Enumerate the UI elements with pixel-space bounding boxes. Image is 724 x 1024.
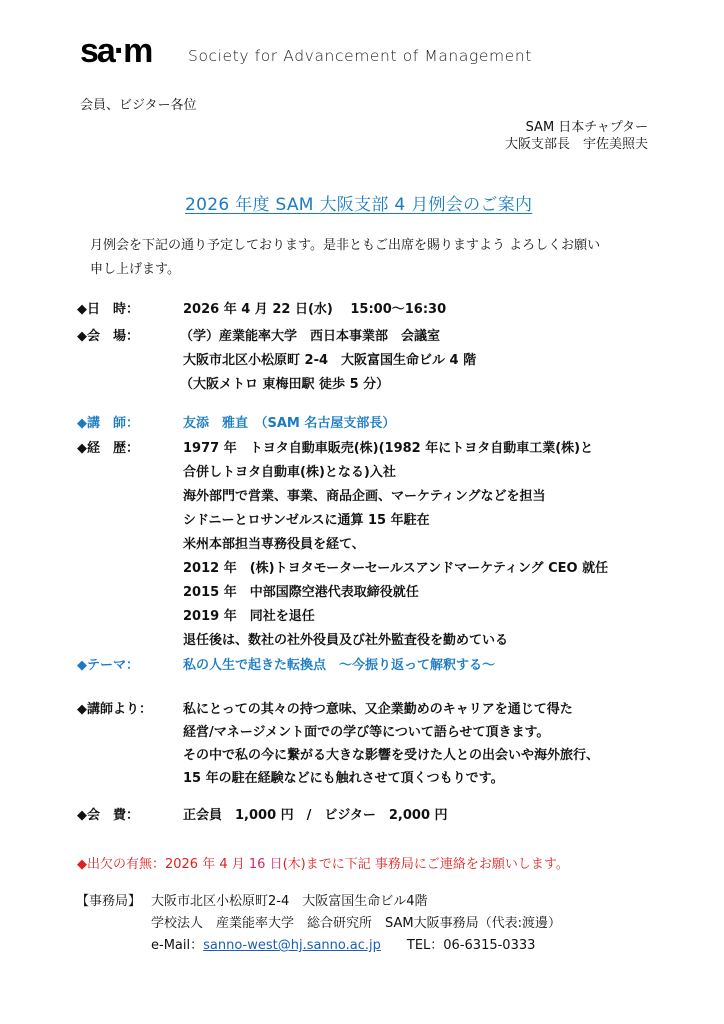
logo-mark: sa·m: [80, 32, 152, 70]
career-label: ◆経 歴：: [77, 441, 139, 456]
page-title: 2026 年度 SAM 大阪支部 4 月例会のご案内: [185, 195, 533, 215]
career-line: 退任後は、数社の社外役員及び社外監査役を勤めている: [183, 633, 509, 648]
rsvp-prefix: ◆出欠の有無：2026 年 4 月: [77, 857, 249, 872]
career-line: 1977 年 トヨタ自動車販売(株)(1982 年にトヨタ自動車工業(株)と: [183, 441, 594, 456]
message-label: ◆講師より：: [77, 702, 152, 717]
office-label: 【事務局】: [76, 894, 142, 909]
rsvp-notice: [77, 857, 569, 873]
sam-logo: [80, 32, 152, 70]
venue-line: （大阪メトロ 東梅田駅 徒歩 5 分）: [180, 377, 390, 392]
date-value: 2026 年 4 月 22 日(水) 15:00～16:30: [183, 302, 447, 317]
career-line: 合併しトヨタ自動車(株)となる)入社: [183, 465, 396, 480]
career-line: 2019 年 同社を退任: [183, 609, 315, 624]
email-link[interactable]: sanno-west@hj.sanno.ac.jp: [203, 938, 381, 953]
theme-label: ◆テーマ：: [77, 658, 139, 673]
logo-text: Society for Advancement of Management: [188, 47, 532, 65]
career-line: シドニーとロサンゼルスに通算 15 年駐在: [183, 513, 430, 528]
message-line: 15 年の駐在経験などにも触れさせて頂くつもりです。: [183, 771, 504, 786]
sender-org: SAM 日本チャプター: [525, 120, 648, 135]
email-label: e-Mail：: [151, 938, 204, 953]
addressee: 会員、ビジター各位: [80, 98, 197, 113]
fee-label: ◆会 費：: [77, 808, 139, 823]
office-contact: [151, 938, 535, 954]
speaker-value: 友添 雅直 （SAM 名古屋支部長）: [183, 416, 396, 431]
venue-line: 大阪市北区小松原町 2-4 大阪富国生命ビル 4 階: [183, 353, 477, 368]
career-line: 海外部門で営業、事業、商品企画、マーケティングなどを担当: [183, 489, 546, 504]
career-line: 2012 年 (株)トヨタモーターセールスアンドマーケティング CEO 就任: [183, 561, 609, 576]
fee-value: 正会員 1,000 円 / ビジター 2,000 円: [183, 808, 448, 823]
office-address: 大阪市北区小松原町2-4 大阪富国生命ビル4階: [151, 894, 428, 909]
venue-line: （学）産業能率大学 西日本事業部 会議室: [180, 329, 441, 344]
message-line: 経営/マネージメント面での学び等について語らせて頂きます。: [183, 725, 550, 740]
rsvp-deadline-day: 16 日: [248, 857, 283, 872]
speaker-label: ◆講 師：: [77, 416, 139, 431]
intro-line-2: 申し上げます。: [90, 262, 180, 277]
career-line: 2015 年 中部国際空港代表取締役就任: [183, 585, 419, 600]
rsvp-suffix: (木)までに下記 事務局にご連絡をお願いします。: [282, 857, 569, 872]
intro-line-1: 月例会を下記の通り予定しております。是非ともご出席を賜りますよう よろしくお願い: [90, 238, 601, 253]
career-line: 米州本部担当専務役員を経て、: [183, 537, 365, 552]
sender-name: 大阪支部長 宇佐美照夫: [504, 137, 648, 152]
date-label: ◆日 時：: [77, 302, 139, 317]
message-line: その中で私の今に繋がる大きな影響を受けた人との出会いや海外旅行、: [183, 748, 600, 763]
office-org: 学校法人 産業能率大学 総合研究所 SAM大阪事務局（代表:渡邊）: [151, 916, 561, 931]
venue-label: ◆会 場：: [77, 329, 139, 344]
message-line: 私にとっての其々の持つ意味、又企業勤めのキャリアを通じて得た: [183, 702, 573, 717]
theme-value: 私の人生で起きた転換点 ～今振り返って解釈する～: [183, 658, 496, 673]
tel-number: TEL：06-6315-0333: [406, 938, 536, 953]
